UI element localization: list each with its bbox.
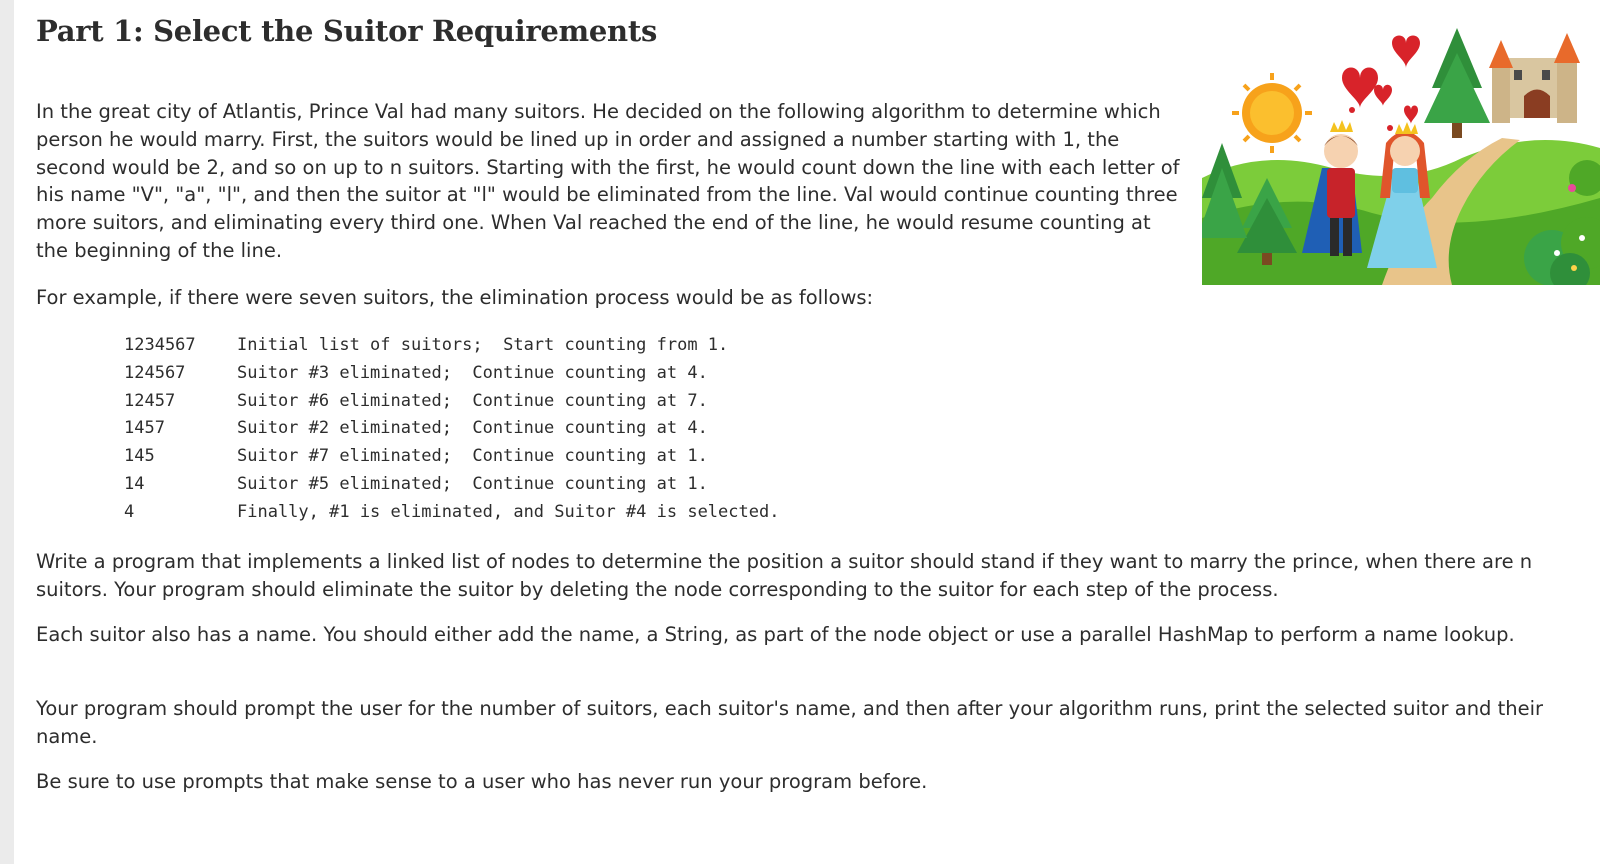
step-suitor-list: 145 <box>124 446 155 467</box>
step-description: Suitor #7 eliminated; Continue counting at 1. <box>237 446 708 467</box>
name-paragraph: Each suitor also has a name. You should either add the name, a String, as part of the node object or use a parallel HashMap to perform a name lookup. <box>36 623 1515 646</box>
step-description: Finally, #1 is eliminated, and Suitor #4 is selected. <box>237 501 780 522</box>
step-description: Suitor #6 eliminated; Continue counting at 7. <box>237 390 708 411</box>
step-suitor-list: 12457 <box>124 390 176 411</box>
intro-paragraph: In the great city of Atlantis, Prince Val had many suitors. He decided on the following algorithm to determine which person he would marry. First, the suitors would be lined up in order and assigned a number starting with 1, the second would be 2, and so on up to n suitors. Starting with the first, he would count down the line with each letter of his name "V", "a", "l", and then the suitor at "l" would be eliminated from the line. Val would continue counting three more suitors, and eliminating every third one. When Val reached the end of the line, he would resume counting at the beginning of the line. <box>36 100 1180 262</box>
step-description: Suitor #3 eliminated; Continue counting at 4. <box>237 362 708 383</box>
step-row <box>124 415 779 443</box>
fairytale-illustration <box>1202 28 1600 285</box>
step-row <box>124 499 779 527</box>
heart-icon <box>1342 36 1420 132</box>
step-row <box>124 388 779 416</box>
elimination-steps <box>124 332 779 527</box>
example-paragraph: For example, if there were seven suitors, the elimination process would be as follows: <box>36 286 874 309</box>
step-suitor-list: 1457 <box>124 418 165 439</box>
castle-icon <box>1489 33 1580 123</box>
step-description: Initial list of suitors; Start counting from 1. <box>237 335 729 355</box>
step-description: Suitor #2 eliminated; Continue counting at 4. <box>237 418 708 439</box>
step-suitor-list: 4 <box>124 501 135 522</box>
page-title: Part 1: Select the Suitor Requirements <box>36 14 657 48</box>
program-paragraph: Write a program that implements a linked list of nodes to determine the position a suitor should stand if they want to marry the prince, when there are n suitors. Your program should eliminate the suitor by deleting the node corresponding to the suitor for each step of the process. <box>36 550 1533 601</box>
step-row <box>124 360 779 388</box>
step-row <box>124 443 779 471</box>
step-description: Suitor #5 eliminated; Continue counting at 1. <box>237 473 708 494</box>
step-row <box>124 332 779 360</box>
tree-icon <box>1424 28 1490 138</box>
sun-icon <box>1232 73 1312 153</box>
step-row <box>124 471 779 499</box>
prompt-paragraph: Your program should prompt the user for the number of suitors, each suitor's name, and then after your algorithm runs, print the selected suitor and their name. <box>36 697 1544 748</box>
prompts-note-paragraph: Be sure to use prompts that make sense to a user who has never run your program before. <box>36 770 928 793</box>
step-suitor-list: 124567 <box>124 362 186 383</box>
content-page <box>14 0 1600 864</box>
step-suitor-list: 14 <box>124 473 145 494</box>
step-suitor-list: 1234567 <box>124 335 196 355</box>
